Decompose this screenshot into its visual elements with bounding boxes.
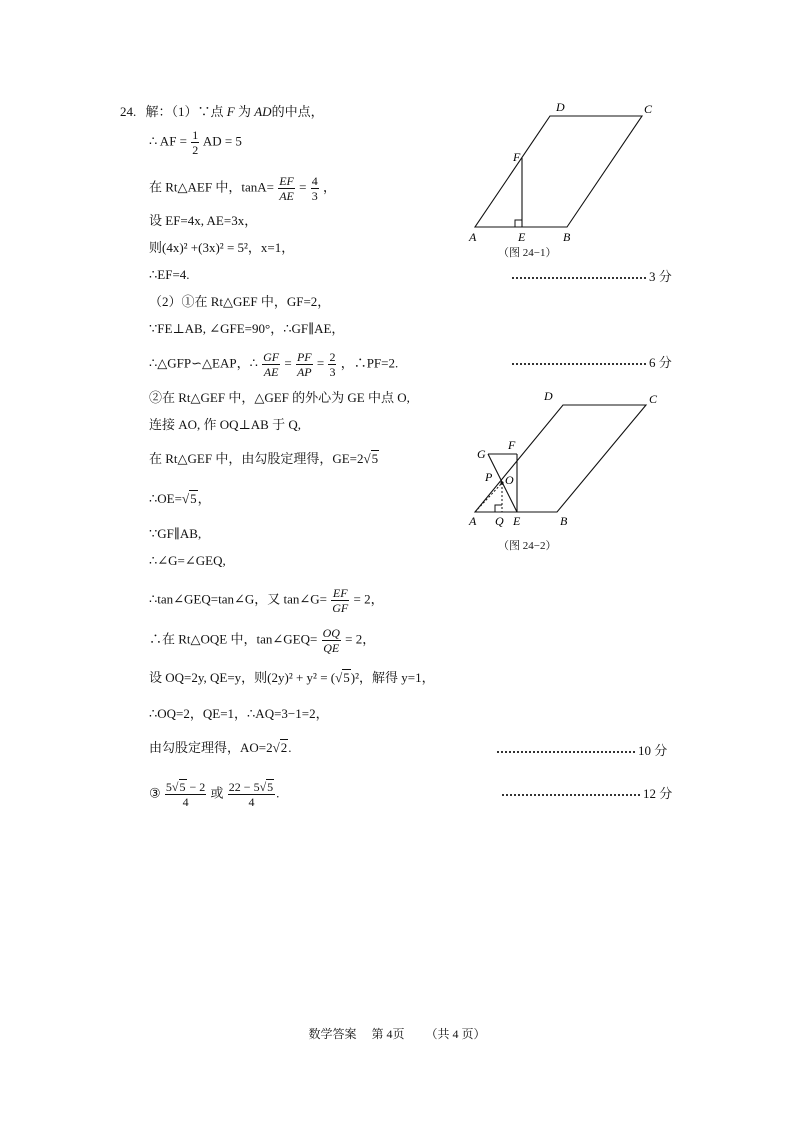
numerator: 4 bbox=[311, 174, 318, 188]
line-set-oq: 设 OQ=2y, QE=y，则(2y)² + y² = (√5)²，解得 y=1， bbox=[149, 670, 435, 685]
fraction bbox=[331, 586, 349, 615]
text: AD = 5 bbox=[202, 133, 242, 149]
denominator: 4 bbox=[182, 795, 189, 809]
numerator: EF bbox=[279, 174, 294, 188]
parallelogram-abcd bbox=[475, 116, 642, 227]
numerator: EF bbox=[332, 586, 348, 600]
label-b: B bbox=[563, 230, 571, 244]
problem-mid-end: 的中点， bbox=[271, 104, 324, 119]
label-c: C bbox=[644, 102, 653, 116]
line-oe: ∴OE=√5， bbox=[149, 491, 211, 506]
text: = 2， bbox=[345, 631, 376, 647]
denominator: 2 bbox=[192, 143, 199, 157]
text: 设 OQ=2y, QE=y，则(2y)² + y² = ( bbox=[149, 670, 336, 685]
numerator: PF bbox=[296, 350, 312, 364]
problem-mid: 为 bbox=[237, 104, 251, 119]
label-d: D bbox=[556, 100, 565, 114]
numerator: OQ bbox=[322, 626, 340, 640]
score-text: 3 分 bbox=[649, 269, 672, 284]
problem-number: 24. bbox=[120, 104, 137, 119]
fraction: $\frac{5√5 - 2}{4}$ bbox=[165, 780, 206, 809]
line-circumcenter: ②在 Rt△GEF 中，△GEF 的外心为 GE 中点 O, bbox=[149, 390, 410, 405]
line-set-ef: 设 EF=4x, AE=3x， bbox=[149, 213, 258, 228]
right-angle-mark bbox=[495, 505, 502, 512]
denominator: GF bbox=[332, 601, 349, 615]
text: = bbox=[316, 355, 325, 371]
label-q: Q bbox=[495, 514, 504, 528]
radicand: 5 bbox=[343, 670, 350, 685]
line-angle: ∴∠G=∠GEQ, bbox=[149, 553, 226, 568]
radicand: 5 bbox=[267, 780, 274, 794]
point-o bbox=[500, 481, 503, 484]
line-oq-result: ∴OQ=2，QE=1，∴AQ=3−1=2， bbox=[149, 706, 329, 721]
numerator-part: 22 − 5 bbox=[228, 780, 260, 794]
numerator: 1 bbox=[192, 128, 199, 142]
figure-24-2 bbox=[460, 385, 680, 535]
line-part2: （2）①在 Rt△GEF 中，GF=2， bbox=[149, 294, 331, 309]
fraction bbox=[262, 350, 280, 379]
text: 由勾股定理得，AO=2 bbox=[149, 740, 273, 755]
label-f: F bbox=[513, 150, 521, 164]
text: ，∴PF=2. bbox=[340, 355, 399, 371]
numerator: 2 bbox=[329, 350, 336, 364]
text: )²，解得 y=1， bbox=[350, 670, 435, 685]
score-mark bbox=[497, 740, 667, 759]
text: = 2， bbox=[353, 591, 384, 607]
numerator-part: − 2 bbox=[186, 780, 206, 794]
denominator: QE bbox=[323, 641, 340, 655]
dotted-leader bbox=[497, 751, 635, 753]
right-angle-mark bbox=[515, 220, 522, 227]
line-af bbox=[149, 128, 242, 157]
text: ∴在 Rt△OQE 中，tan∠GEQ= bbox=[149, 631, 318, 647]
label-o: O bbox=[505, 473, 514, 487]
problem-line-1 bbox=[120, 104, 324, 120]
line-tan-g bbox=[149, 586, 384, 615]
segment-label: AD bbox=[254, 104, 272, 119]
dotted-leader bbox=[512, 363, 646, 365]
fraction bbox=[191, 128, 199, 157]
text: 在 Rt△AEF 中，tanA= bbox=[149, 179, 274, 195]
fraction: $\frac{22 - 5√5}{4}$ bbox=[228, 780, 274, 809]
figure-caption: （图 24−1） bbox=[498, 247, 557, 259]
text: 或 bbox=[210, 785, 224, 801]
score-mark bbox=[512, 352, 672, 371]
label-d: D bbox=[544, 389, 553, 403]
text: ， bbox=[322, 179, 336, 195]
figure-caption: （图 24−2） bbox=[498, 540, 557, 552]
radicand: 2 bbox=[280, 740, 288, 755]
score-text: 6 分 bbox=[649, 355, 672, 370]
text: = bbox=[299, 179, 307, 195]
figure-24-1 bbox=[460, 95, 680, 255]
fraction bbox=[296, 350, 313, 379]
text: = bbox=[284, 355, 292, 371]
dotted-leader bbox=[512, 277, 646, 279]
label-e: E bbox=[518, 230, 526, 244]
radicand: 5 bbox=[179, 780, 186, 794]
score-mark bbox=[502, 783, 672, 802]
footer-page: 第 4页 bbox=[371, 1027, 405, 1041]
text: . bbox=[276, 785, 280, 801]
footer-subject: 数学答案 bbox=[308, 1027, 357, 1041]
text: 在 Rt△GEF 中，由勾股定理得，GE=2 bbox=[149, 451, 364, 466]
radicand: 5 bbox=[371, 451, 379, 466]
text: ∴△GFP∽△EAP，∴ bbox=[149, 355, 258, 371]
problem-intro: 解：（1）∵点 bbox=[145, 104, 224, 119]
text: ∴tan∠GEQ=tan∠G，又 tan∠G= bbox=[149, 591, 328, 607]
denominator: AE bbox=[263, 365, 279, 379]
segment-ao bbox=[475, 483, 502, 512]
line-similar bbox=[149, 350, 398, 379]
score-text: 12 分 bbox=[643, 786, 673, 801]
denominator: AE bbox=[279, 189, 294, 203]
text: ， bbox=[197, 491, 211, 506]
text: ∴ AF = bbox=[149, 133, 188, 149]
score-text: 10 分 bbox=[638, 743, 668, 758]
score-mark bbox=[512, 266, 672, 285]
line-tan-geq bbox=[149, 626, 375, 655]
label-a: A bbox=[469, 514, 477, 528]
fraction bbox=[278, 174, 295, 203]
point-label: F bbox=[226, 104, 235, 119]
line-parallel: ∵GF∥AB, bbox=[149, 526, 202, 541]
line-tan-a bbox=[149, 174, 336, 203]
footer-total: （共 4 页） bbox=[425, 1027, 486, 1041]
denominator: AP bbox=[296, 365, 312, 379]
page-footer bbox=[0, 1025, 794, 1042]
label-b: B bbox=[560, 514, 568, 528]
line-ge: 在 Rt△GEF 中，由勾股定理得，GE=2√5 bbox=[149, 451, 379, 466]
denominator: 4 bbox=[248, 795, 255, 809]
line-perp: ∵FE⊥AB, ∠GFE=90°，∴GF∥AE， bbox=[149, 321, 345, 336]
fraction bbox=[311, 174, 319, 203]
denominator: 3 bbox=[311, 189, 318, 203]
label-c: C bbox=[649, 392, 658, 406]
fraction bbox=[328, 350, 336, 379]
text: ∴OE= bbox=[149, 491, 182, 506]
line-connect: 连接 AO, 作 OQ⊥AB 于 Q, bbox=[149, 417, 301, 432]
label-g: G bbox=[477, 447, 486, 461]
numerator: GF bbox=[263, 350, 280, 364]
denominator: 3 bbox=[329, 365, 336, 379]
parallelogram-abcd bbox=[475, 405, 646, 512]
radicand: 5 bbox=[190, 491, 197, 506]
dotted-leader bbox=[502, 794, 640, 796]
label-f: F bbox=[508, 438, 516, 452]
label-e: E bbox=[513, 514, 521, 528]
numerator-part: 5 bbox=[165, 780, 172, 794]
fraction bbox=[322, 626, 341, 655]
label-a: A bbox=[469, 230, 477, 244]
line-equation: 则(4x)² +(3x)² = 5²，x=1， bbox=[149, 240, 295, 255]
circled-number: ③ bbox=[149, 785, 161, 801]
label-p: P bbox=[485, 470, 493, 484]
line-ef-result: ∴EF=4. bbox=[149, 267, 190, 282]
line-ao: 由勾股定理得，AO=2√2. bbox=[149, 740, 292, 755]
text: . bbox=[288, 740, 292, 755]
line-part3 bbox=[149, 780, 279, 809]
